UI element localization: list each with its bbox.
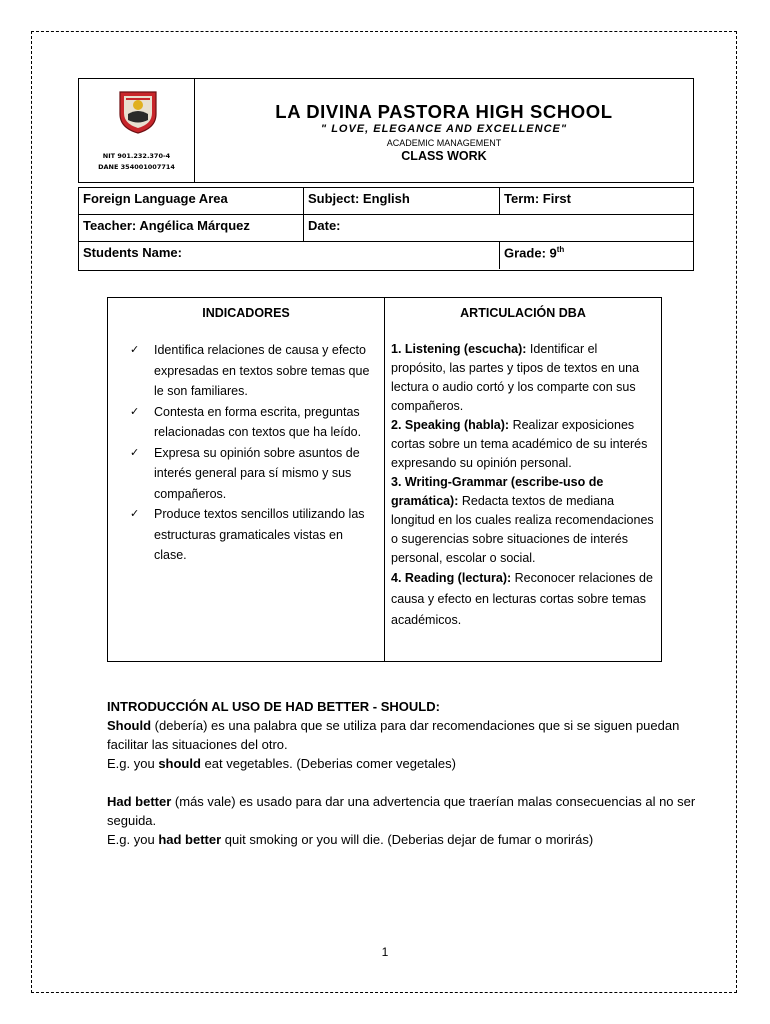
example-prefix: E.g. you: [107, 756, 159, 771]
had-better-def-text: (más vale) es usado para dar una advertencia que traerían malas consecuencias al no ser seguida.: [107, 794, 696, 828]
date-cell: Date:: [303, 215, 693, 241]
grade-label: Grade: 9: [504, 245, 557, 261]
list-item: [130, 402, 375, 443]
example-rest: quit smoking or you will die. (Deberias dejar de fumar o morirás): [221, 832, 594, 847]
dba-item-text: Reconocer relaciones de causa y efecto en lecturas cortas sobre temas académicos.: [391, 571, 653, 627]
title-cell: [195, 79, 693, 182]
indicators-table: [107, 297, 662, 662]
area-cell: Foreign Language Area: [83, 191, 228, 206]
dba-column: [385, 298, 661, 661]
list-item: [130, 340, 375, 402]
example-keyword: had better: [158, 832, 222, 847]
department-label: ACADEMIC MANAGEMENT: [386, 138, 502, 148]
dba-item-head: 2. Speaking (habla):: [391, 418, 510, 432]
dba-item: [391, 340, 655, 416]
dba-item-text: Identificar el propósito, las partes y tipos de textos en una lectura o audio cortó y los comparte con sus compañeros.: [391, 342, 640, 413]
subject-cell: Subject: English: [303, 188, 499, 214]
info-row: [79, 188, 693, 215]
dba-list: [391, 340, 655, 631]
info-row: [79, 242, 693, 269]
indicators-title: INDICADORES: [202, 306, 290, 320]
had-better-word: Had better: [107, 794, 172, 809]
info-row: [79, 215, 693, 242]
dba-item-head: 4. Reading (lectura):: [391, 571, 512, 585]
school-name: LA DIVINA PASTORA HIGH SCHOOL: [275, 101, 613, 122]
indicator-text: Contesta en forma escrita, preguntas relacionadas con textos que ha leído.: [154, 404, 362, 439]
dba-title: ARTICULACIÓN DBA: [460, 306, 586, 320]
checkmark-icon: ✓: [130, 343, 140, 356]
page-number: 1: [381, 945, 389, 959]
dba-item: [391, 416, 655, 473]
intro-title: INTRODUCCIÓN AL USO DE HAD BETTER - SHOULD:: [107, 699, 440, 714]
had-better-definition: [107, 792, 707, 830]
grade-superscript: th: [556, 245, 565, 254]
school-motto: " LOVE, ELEGANCE AND EXCELLENCE": [320, 123, 568, 135]
term-cell: Term: First: [499, 188, 693, 214]
dba-item: [391, 473, 655, 568]
example-keyword: should: [158, 756, 201, 771]
school-crest-icon: [116, 88, 160, 134]
example-rest: eat vegetables. (Deberias comer vegetales): [200, 756, 456, 771]
indicator-text: Identifica relaciones de causa y efecto expresadas en textos sobre temas que le son familiares.: [154, 343, 370, 398]
had-better-example: [107, 830, 707, 849]
indicator-text: Produce textos sencillos utilizando las estructuras gramaticales vistas en clase.: [154, 507, 365, 562]
info-table: [78, 187, 694, 271]
doc-type-label: CLASS WORK: [401, 149, 487, 163]
should-word: Should: [107, 718, 152, 733]
indicators-list: [130, 340, 375, 566]
grade-cell: [499, 242, 693, 269]
indicators-column: [108, 298, 385, 661]
list-item: [130, 443, 375, 505]
indicator-text: Expresa su opinión sobre asuntos de interés general para sí mismo y sus compañeros.: [154, 445, 360, 501]
dane-text: DANE 354001007714: [98, 163, 175, 171]
should-definition: [107, 716, 707, 754]
should-example: [107, 754, 707, 773]
should-def-text: (debería) es una palabra que se utiliza para dar recomendaciones que si se siguen puedan facilitar las situaciones del otro.: [107, 718, 680, 752]
dba-item-head: 1. Listening (escucha):: [391, 342, 527, 356]
checkmark-icon: ✓: [130, 404, 140, 418]
example-prefix: E.g. you: [107, 832, 159, 847]
list-item: [130, 504, 375, 566]
nit-text: NIT 901.232.370-4: [102, 152, 171, 160]
dba-item-text: Realizar exposiciones cortas sobre un tema académico de su interés expresando su opinión personal.: [391, 418, 648, 470]
dba-item: [391, 568, 655, 631]
dba-item-head: 3. Writing-Grammar (escribe-uso de gramática):: [391, 475, 604, 508]
checkmark-icon: ✓: [130, 507, 140, 520]
teacher-cell: Teacher: Angélica Márquez: [83, 218, 250, 233]
dba-item-text: Redacta textos de mediana longitud en los cuales realiza recomendaciones o sugerencias sobre situaciones de interés personal, escolar o social.: [391, 494, 654, 565]
intro-section: [107, 697, 707, 849]
logo-cell: [79, 79, 195, 182]
header-table: [78, 78, 694, 183]
students-cell[interactable]: Students Name:: [83, 245, 182, 260]
checkmark-icon: ✓: [130, 445, 140, 459]
